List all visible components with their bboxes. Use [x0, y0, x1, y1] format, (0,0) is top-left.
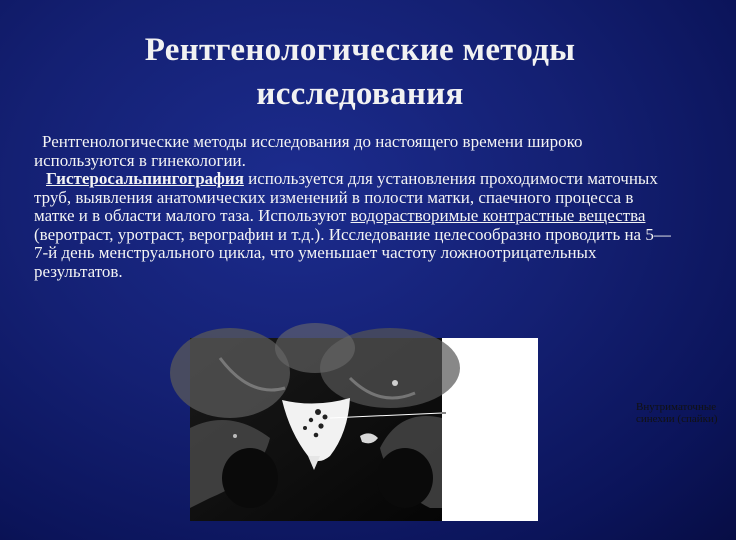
xray-figure [190, 338, 718, 521]
slide-title: Рентгенологические методы исследования [144, 32, 576, 112]
figure-caption: Внутриматочные синехии (спайки) [636, 401, 718, 425]
contrast-agents-link: водорастворимые контрастные вещества [350, 206, 646, 225]
term-hysterosalpingography: Гистеросальпингография [46, 169, 244, 188]
paragraph-hsg-text-2: (веротраст, уротраст, верографин и т.д.). Исследование целесообразно проводить на 5—7-й день менструального цикла, что уменьшает частоту ложноотрицательных результатов. [34, 224, 671, 281]
paragraph-hsg [34, 170, 674, 281]
paragraph-hsg-text-1: используется для установления проходимости маточных труб, выявления анатомических изменений в полости матки, спаечного процесса в матке и в области малого таза. Используют [34, 169, 658, 225]
paragraph-intro: Рентгенологические методы исследования до настоящего времени широко используются в гинекологии. [34, 132, 583, 170]
xray-image [190, 338, 538, 521]
slide-body [34, 133, 674, 281]
